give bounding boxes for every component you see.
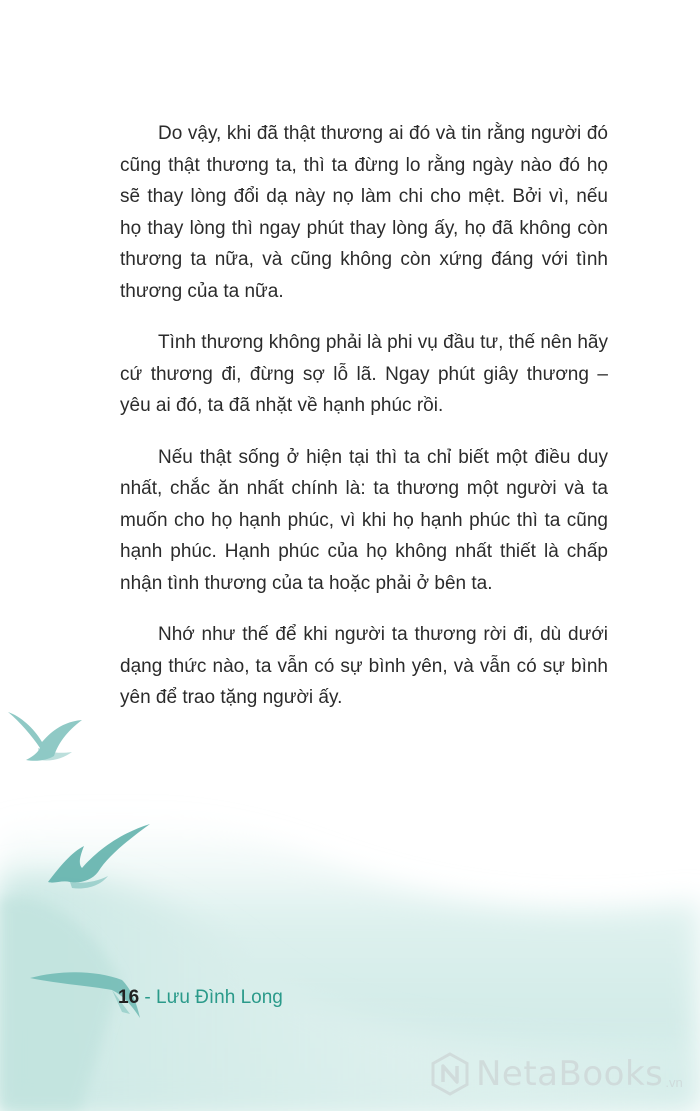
seagull-icon	[8, 712, 82, 761]
paragraph: Nhớ như thế để khi người ta thương rời đi, dù dưới dạng thức nào, ta vẫn có sự bình yên, và vẫn có sự bình yên để trao tặng người ấy.	[120, 624, 608, 708]
netabooks-logo-icon	[430, 1052, 470, 1096]
page-footer	[118, 985, 283, 1011]
body-text	[120, 118, 608, 734]
paragraph: Nếu thật sống ở hiện tại thì ta chỉ biết một điều duy nhất, chắc ăn nhất chính là: ta thương một người và ta muốn cho họ hạnh phúc, vì khi họ hạnh phúc thì ta cũng hạnh phúc. Hạnh phúc của họ không nhất thiết là chấp nhận tình thương của ta hoặc phải ở bên ta.	[120, 446, 608, 594]
paragraph: Tình thương không phải là phi vụ đầu tư, thế nên hãy cứ thương đi, đừng sợ lỗ lã. Ngay phút giây thương – yêu ai đó, ta đã nhặt về hạnh phúc rồi.	[120, 332, 608, 416]
watermark-brand: NetaBooks	[476, 1054, 664, 1094]
page-number: 16	[118, 987, 140, 1008]
author-name: Lưu Đình Long	[156, 987, 283, 1008]
netabooks-watermark	[430, 1052, 683, 1096]
paragraph: Do vậy, khi đã thật thương ai đó và tin rằng người đó cũng thật thương ta, thì ta đừng lo rằng ngày nào đó họ sẽ thay lòng đổi dạ này nọ làm chi cho mệt. Bởi vì, nếu họ thay lòng thì ngay phút thay lòng ấy, họ đã không còn thương ta nữa, và cũng không còn xứng đáng với tình thương của ta nữa.	[120, 123, 608, 302]
watermark-suffix: .vn	[665, 1075, 683, 1090]
footer-separator: -	[139, 987, 157, 1008]
